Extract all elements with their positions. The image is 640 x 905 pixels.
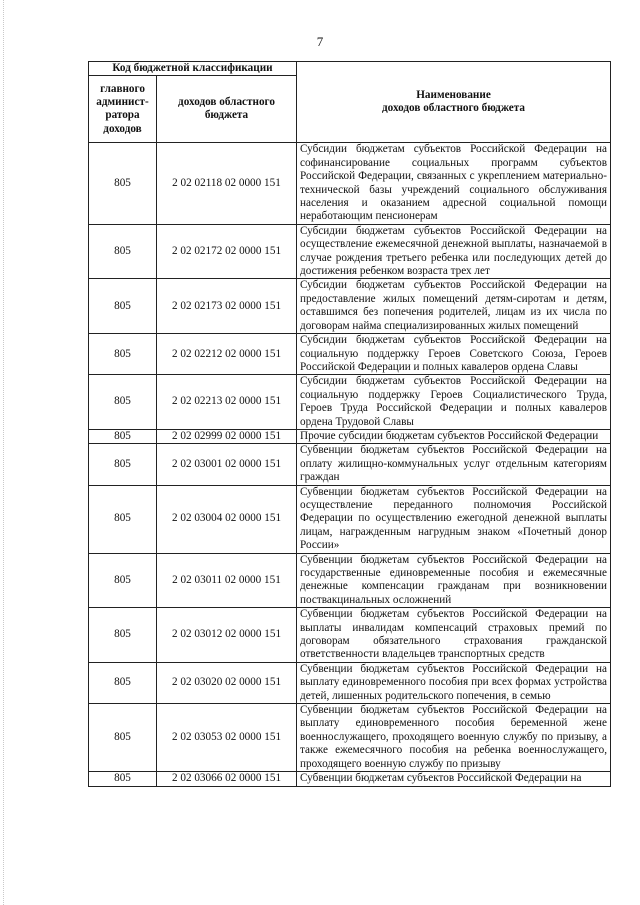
scan-edge-line — [3, 0, 5, 905]
income-code-cell: 2 02 02173 02 0000 151 — [157, 279, 297, 334]
table-row — [89, 772, 611, 786]
income-name-cell: Субвенции бюджетам субъектов Российской Федерации на государственные единовременные пособия и ежемесячные денежные компенсации гражданам при возникновении поствакцинальных осложнений — [297, 553, 611, 608]
income-code-cell: 2 02 03012 02 0000 151 — [157, 608, 297, 663]
income-name-cell: Субвенции бюджетам субъектов Российской Федерации на — [297, 772, 611, 786]
table-row — [89, 143, 611, 224]
income-name-cell: Прочие субсидии бюджетам субъектов Российской Федерации — [297, 429, 611, 443]
income-code-cell: 2 02 02212 02 0000 151 — [157, 334, 297, 375]
table-row — [89, 662, 611, 703]
table-row — [89, 429, 611, 443]
table-row — [89, 444, 611, 485]
table-row — [89, 553, 611, 608]
admin-code-cell: 805 — [89, 662, 157, 703]
table-body — [89, 143, 611, 786]
table-row — [89, 224, 611, 279]
admin-code-cell: 805 — [89, 375, 157, 430]
income-name-cell: Субсидии бюджетам субъектов Российской Федерации на осуществление ежемесячной денежной выплаты, назначаемой в случае рождения третьего ребенка или последующих детей до достижения ребенком возраста трех лет — [297, 224, 611, 279]
admin-code-cell: 805 — [89, 704, 157, 772]
admin-code-cell: 805 — [89, 444, 157, 485]
header-name-line1: Наименование — [416, 88, 491, 101]
admin-code-cell: 805 — [89, 429, 157, 443]
admin-code-cell: 805 — [89, 334, 157, 375]
admin-code-cell: 805 — [89, 553, 157, 608]
income-code-cell: 2 02 03066 02 0000 151 — [157, 772, 297, 786]
admin-code-cell: 805 — [89, 224, 157, 279]
header-name-line2: доходов областного бюджета — [381, 102, 525, 115]
income-code-cell: 2 02 02999 02 0000 151 — [157, 429, 297, 443]
header-name-column — [297, 62, 611, 143]
table-row — [89, 704, 611, 772]
income-name-cell: Субвенции бюджетам субъектов Российской Федерации на осуществление переданного полномочия Российской Федерации по осуществлению ежегодной денежной выплаты лицам, награжденным нагрудным знаком «Почетный донор России» — [297, 485, 611, 553]
income-name-cell: Субвенции бюджетам субъектов Российской Федерации на оплату жилищно-коммунальных услуг отдельным категориям граждан — [297, 444, 611, 485]
income-code-cell: 2 02 02172 02 0000 151 — [157, 224, 297, 279]
table-row — [89, 485, 611, 553]
income-code-cell: 2 02 03053 02 0000 151 — [157, 704, 297, 772]
income-code-cell: 2 02 02118 02 0000 151 — [157, 143, 297, 224]
admin-code-cell: 805 — [89, 772, 157, 786]
income-code-cell: 2 02 03020 02 0000 151 — [157, 662, 297, 703]
admin-code-cell: 805 — [89, 143, 157, 224]
income-name-cell: Субсидии бюджетам субъектов Российской Федерации на софинансирование социальных программ субъектов Российской Федерации, связанных с укреплением материально-технической базы учреждений социального обслуживания населения и оказанием адресной социальной помощи неработающим пенсионерам — [297, 143, 611, 224]
header-income-column: доходов областного бюджета — [157, 76, 297, 143]
table-row — [89, 334, 611, 375]
table-row — [89, 375, 611, 430]
table-row — [89, 608, 611, 663]
income-name-cell: Субсидии бюджетам субъектов Российской Федерации на социальную поддержку Героев Социалистического Труда, Героев Труда Российской Федерации и полных кавалеров ордена Трудовой Славы — [297, 375, 611, 430]
income-name-cell: Субсидии бюджетам субъектов Российской Федерации на социальную поддержку Героев Советского Союза, Героев Российской Федерации и полных кавалеров ордена Славы — [297, 334, 611, 375]
income-code-cell: 2 02 03001 02 0000 151 — [157, 444, 297, 485]
table-row — [89, 279, 611, 334]
income-code-cell: 2 02 03011 02 0000 151 — [157, 553, 297, 608]
header-budget-classification-code: Код бюджетной классификации — [89, 62, 297, 76]
page-number: 7 — [316, 34, 324, 49]
header-admin-column: главного админист-ратора доходов — [89, 76, 157, 143]
income-name-cell: Субвенции бюджетам субъектов Российской Федерации на выплату единовременного пособия при всех формах устройства детей, лишенных родительского попечения, в семью — [297, 662, 611, 703]
admin-code-cell: 805 — [89, 608, 157, 663]
income-name-cell: Субвенции бюджетам субъектов Российской Федерации на выплаты инвалидам компенсаций страховых премий по договорам обязательного страхования гражданской ответственности владельцев транспортных средств — [297, 608, 611, 663]
budget-classification-table — [88, 61, 611, 787]
admin-code-cell: 805 — [89, 485, 157, 553]
income-name-cell: Субсидии бюджетам субъектов Российской Федерации на предоставление жилых помещений детям-сиротам и детям, оставшимся без попечения родителей, лицам из их числа по договорам найма специализированных жилых помещений — [297, 279, 611, 334]
income-name-cell: Субвенции бюджетам субъектов Российской Федерации на выплату единовременного пособия беременной жене военнослужащего, проходящего военную службу по призыву, а также ежемесячного пособия на ребенка военнослужащего, проходящего военную службу по призыву — [297, 704, 611, 772]
admin-code-cell: 805 — [89, 279, 157, 334]
income-code-cell: 2 02 02213 02 0000 151 — [157, 375, 297, 430]
income-code-cell: 2 02 03004 02 0000 151 — [157, 485, 297, 553]
